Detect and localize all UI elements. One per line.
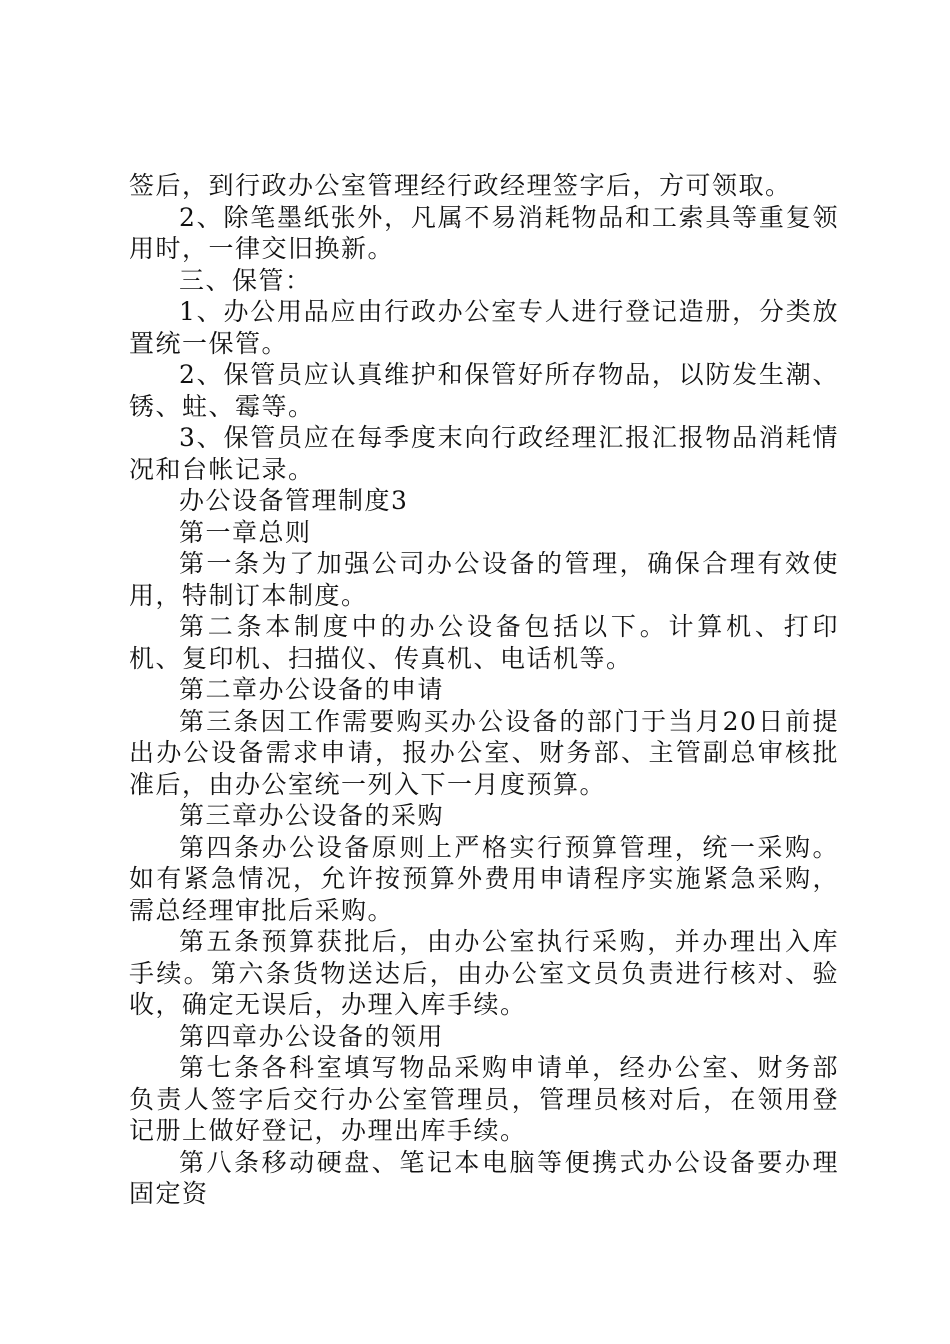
- paragraph: 第八条移动硬盘、笔记本电脑等便携式办公设备要办理固定资: [129, 1147, 839, 1208]
- paragraph: 第五条预算获批后，由办公室执行采购，并办理出入库手续。第六条货物送达后，由办公室文员负责进行核对、验收，确定无误后，办理入库手续。: [129, 927, 839, 1019]
- section-heading: 三、保管：: [179, 265, 312, 295]
- paragraph: 第七条各科室填写物品采购申请单，经办公室、财务部负责人签字后交行办公室管理员，管理员核对后，在领用登记册上做好登记，办理出库手续。: [129, 1053, 839, 1145]
- paragraph: 第一条为了加强公司办公设备的管理，确保合理有效使用，特制订本制度。: [129, 549, 839, 610]
- paragraph: 第三条因工作需要购买办公设备的部门于当月20日前提出办公设备需求申请，报办公室、财务部、主管副总审核批准后，由办公室统一列入下一月度预算。: [129, 706, 839, 799]
- paragraph-continued: 签后，到行政办公室管理经行政经理签字后，方可领取。: [129, 171, 792, 200]
- document-title: 办公设备管理制度3: [179, 486, 409, 515]
- chapter-heading: 第二章办公设备的申请: [179, 675, 445, 704]
- chapter-heading: 第四章办公设备的领用: [179, 1021, 445, 1051]
- chapter-heading: 第三章办公设备的采购: [179, 801, 445, 830]
- paragraph: 3、保管员应在每季度末向行政经理汇报汇报物品消耗情况和台帐记录。: [129, 423, 839, 484]
- paragraph: 第二条本制度中的办公设备包括以下。计算机、打印机、复印机、扫描仪、传真机、电话机等。: [129, 612, 839, 673]
- chapter-heading: 第一章总则: [179, 517, 312, 547]
- paragraph: 2、保管员应认真维护和保管好所存物品，以防发生潮、锈、蛀、霉等。: [129, 360, 839, 421]
- paragraph: 2、除笔墨纸张外，凡属不易消耗物品和工索具等重复领用时，一律交旧换新。: [129, 202, 839, 263]
- paragraph: 第四条办公设备原则上严格实行预算管理，统一采购。如有紧急情况，允许按预算外费用申请程序实施紧急采购，需总经理审批后采购。: [129, 832, 839, 925]
- document-page: [129, 170, 839, 1210]
- paragraph: 1、办公用品应由行政办公室专人进行登记造册，分类放置统一保管。: [129, 297, 839, 358]
